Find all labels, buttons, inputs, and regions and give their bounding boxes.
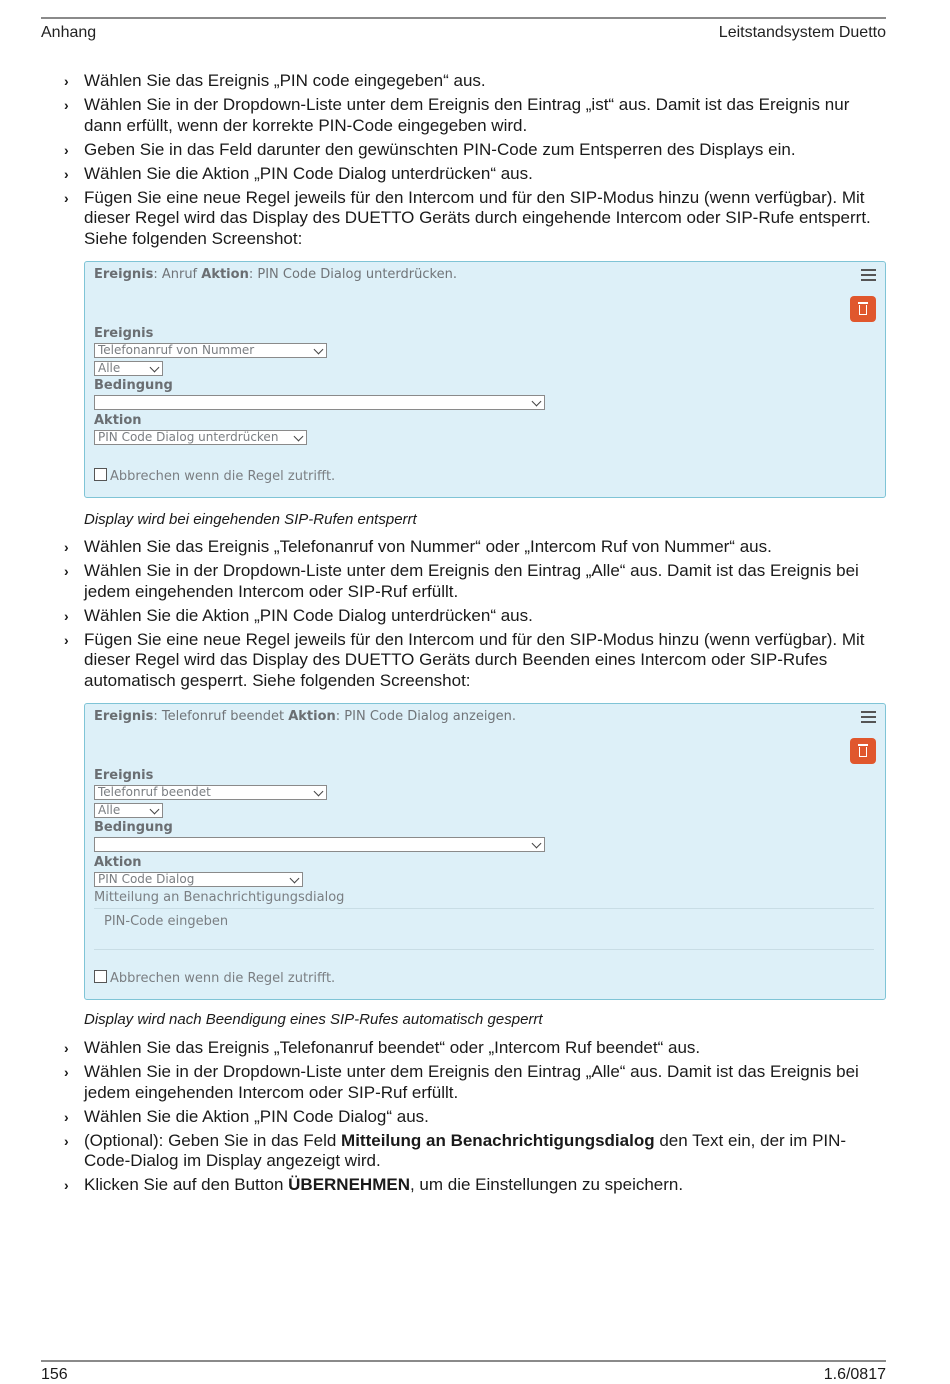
rule-summary: Ereignis: Anruf Aktion: PIN Code Dialog unterdrücken. <box>94 267 457 282</box>
list-item: › Wählen Sie in der Dropdown-Liste unter dem Ereignis den Eintrag „Alle“ aus. Damit ist das Ereignis bei jedem eingehenden Intercom oder SIP-Ruf erfüllt. <box>64 1061 859 1102</box>
hamburger-menu-icon[interactable] <box>861 708 876 726</box>
aktion-select[interactable]: PIN Code Dialog <box>94 872 303 887</box>
abort-checkbox[interactable]: Abbrechen wenn die Regel zutrifft. <box>94 970 335 986</box>
list-item: › Wählen Sie in der Dropdown-Liste unter dem Ereignis den Eintrag „ist“ aus. Damit ist das Ereignis nur dann erfüllt, wenn der korrekte PIN-Code eingegeben wird. <box>64 94 850 135</box>
ereignis-label: Ereignis <box>94 326 154 341</box>
page-number: 156 <box>41 1366 68 1383</box>
list-item: › Wählen Sie die Aktion „PIN Code Dialog unterdrücken“ aus. <box>64 605 533 625</box>
aktion-select[interactable]: PIN Code Dialog unterdrücken <box>94 430 307 445</box>
rule-panel-unlock <box>84 261 886 498</box>
chevron-right-icon: › <box>64 631 69 648</box>
checkbox-icon[interactable] <box>94 970 107 983</box>
abort-checkbox[interactable]: Abbrechen wenn die Regel zutrifft. <box>94 468 335 484</box>
delete-rule-button[interactable] <box>850 738 876 764</box>
list-item: › Fügen Sie eine neue Regel jeweils für den Intercom und für den SIP-Modus hinzu (wenn verfügbar). Mit dieser Regel wird das Display des DUETTO Geräts durch Beenden eines Intercom oder SIP-Rufes automatisch gesperrt. Siehe folgenden Screenshot: <box>64 629 865 690</box>
chevron-right-icon: › <box>64 165 69 182</box>
list-item: › Wählen Sie das Ereignis „Telefonanruf von Nummer“ oder „Intercom Ruf von Nummer“ aus. <box>64 537 772 556</box>
list-item: › Geben Sie in das Feld darunter den gewünschten PIN-Code zum Entsperren des Displays ein. <box>64 139 796 159</box>
figure-caption: Display wird bei eingehenden SIP-Rufen entsperrt <box>84 511 417 528</box>
chevron-down-icon <box>294 432 304 442</box>
rule-summary: Ereignis: Telefonruf beendet Aktion: PIN Code Dialog anzeigen. <box>94 709 517 724</box>
chevron-down-icon <box>290 874 300 884</box>
version-label: 1.6/0817 <box>823 1366 886 1383</box>
chevron-right-icon: › <box>64 1108 69 1125</box>
ereignis-select[interactable]: Telefonruf beendet <box>94 785 327 800</box>
list-item: › Wählen Sie das Ereignis „PIN code eingegeben“ aus. <box>64 71 486 90</box>
chevron-down-icon <box>314 345 324 355</box>
message-label: Mitteilung an Benachrichtigungsdialog <box>94 890 345 905</box>
chevron-right-icon: › <box>64 96 69 113</box>
checkbox-icon[interactable] <box>94 468 107 481</box>
filter-select[interactable]: Alle <box>94 803 163 818</box>
filter-select[interactable]: Alle <box>94 361 163 376</box>
aktion-label: Aktion <box>94 413 142 428</box>
section1-steps <box>62 71 886 253</box>
chevron-right-icon: › <box>64 607 69 624</box>
figure-caption: Display wird nach Beendigung eines SIP-Rufes automatisch gesperrt <box>84 1011 543 1028</box>
aktion-label: Aktion <box>94 855 142 870</box>
chevron-right-icon: › <box>64 1177 69 1194</box>
header-right: Leitstandsystem Duetto <box>718 24 886 41</box>
bedingung-select[interactable] <box>94 395 545 410</box>
delete-rule-button[interactable] <box>850 296 876 322</box>
chevron-right-icon: › <box>64 1040 69 1056</box>
header-left: Anhang <box>41 24 97 41</box>
chevron-right-icon: › <box>64 1063 69 1080</box>
chevron-down-icon <box>314 787 324 797</box>
ereignis-select[interactable]: Telefonanruf von Nummer <box>94 343 327 358</box>
chevron-right-icon: › <box>64 539 69 555</box>
rule-panel-lock <box>84 703 886 1000</box>
list-item: › Wählen Sie die Aktion „PIN Code Dialog unterdrücken“ aus. <box>64 163 533 183</box>
chevron-right-icon: › <box>64 189 69 206</box>
list-item: › (Optional): Geben Sie in das Feld Mitteilung an Benachrichtigungsdialog den Text ein, der im PIN-Code-Dialog im Display angezeigt wird. <box>64 1130 847 1171</box>
bedingung-label: Bedingung <box>94 820 173 835</box>
list-item: › Wählen Sie das Ereignis „Telefonanruf beendet“ oder „Intercom Ruf beendet“ aus. <box>64 1038 701 1057</box>
bedingung-select[interactable] <box>94 837 545 852</box>
ereignis-label: Ereignis <box>94 768 154 783</box>
chevron-right-icon: › <box>64 562 69 579</box>
chevron-down-icon <box>150 805 160 815</box>
header-rule <box>41 17 886 19</box>
section3-steps <box>62 1038 886 1199</box>
hamburger-menu-icon[interactable] <box>861 266 876 284</box>
section2-steps <box>62 537 886 695</box>
chevron-down-icon <box>532 397 542 407</box>
footer-rule <box>41 1360 886 1362</box>
chevron-down-icon <box>532 839 542 849</box>
chevron-down-icon <box>150 363 160 373</box>
list-item: › Wählen Sie die Aktion „PIN Code Dialog“ aus. <box>64 1106 429 1126</box>
list-item: › Klicken Sie auf den Button ÜBERNEHMEN, um die Einstellungen zu speichern. <box>64 1175 684 1195</box>
bedingung-label: Bedingung <box>94 378 173 393</box>
chevron-right-icon: › <box>64 1132 69 1149</box>
list-item: › Wählen Sie in der Dropdown-Liste unter dem Ereignis den Eintrag „Alle“ aus. Damit ist das Ereignis bei jedem eingehenden Intercom oder SIP-Ruf erfüllt. <box>64 560 859 601</box>
chevron-right-icon: › <box>64 141 69 158</box>
message-input[interactable]: PIN-Code eingeben <box>94 908 874 950</box>
list-item: › Fügen Sie eine neue Regel jeweils für den Intercom und für den SIP-Modus hinzu (wenn verfügbar). Mit dieser Regel wird das Display des DUETTO Geräts durch eingehende Intercom oder SIP-Rufe entsperrt. Siehe folgenden Screenshot: <box>64 187 871 248</box>
chevron-right-icon: › <box>64 73 69 89</box>
